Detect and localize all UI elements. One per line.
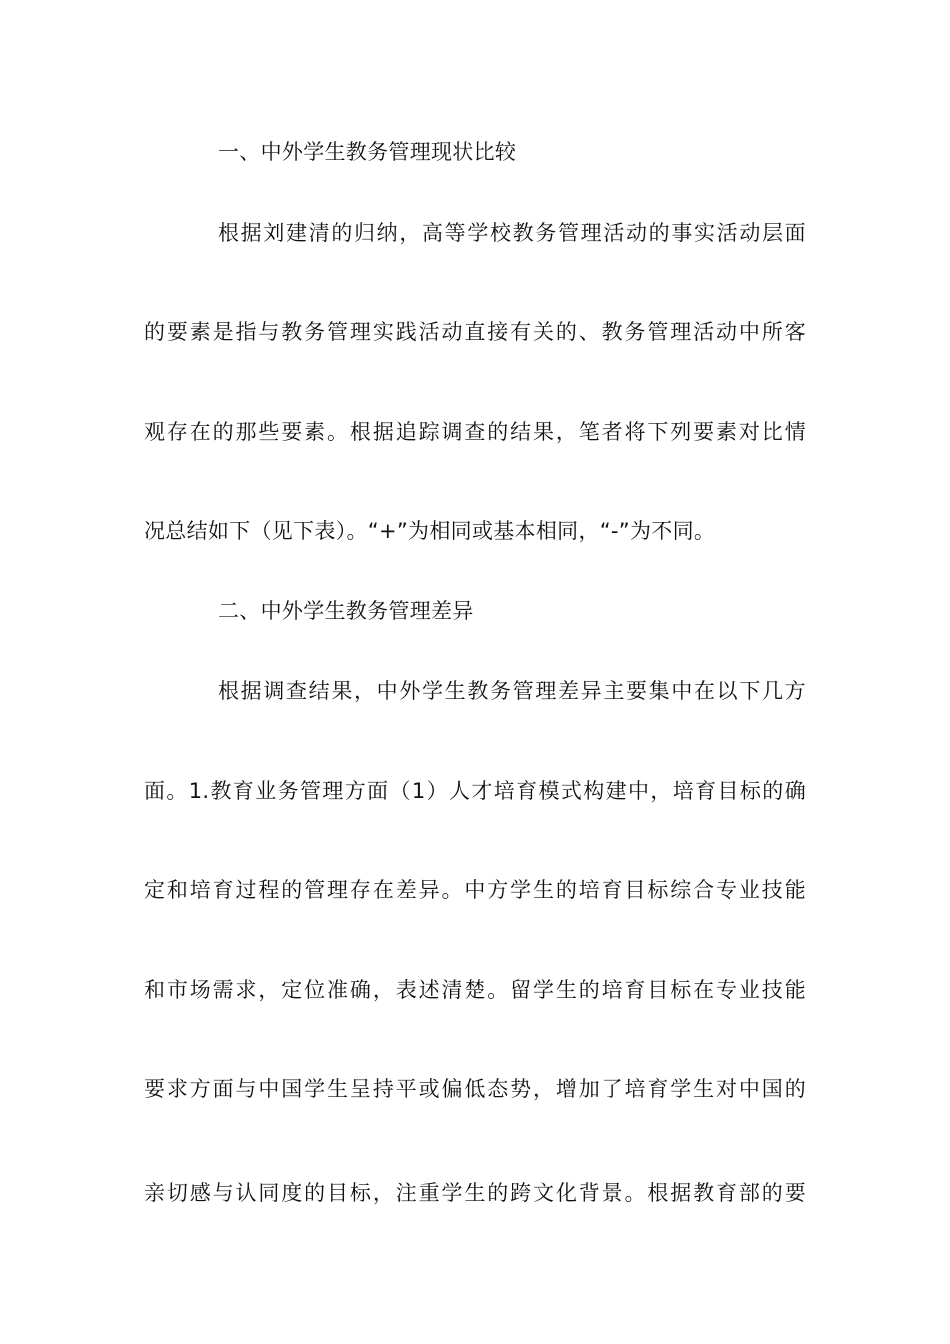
paragraph-line: 观存在的那些要素。根据追踪调查的结果，笔者将下列要素对比情 (144, 420, 806, 444)
paragraph-line: 根据调查结果，中外学生教务管理差异主要集中在以下几方 (218, 679, 806, 703)
paragraph-line: 和市场需求，定位准确，表述清楚。留学生的培育目标在专业技能 (144, 978, 806, 1002)
paragraph-line: 定和培育过程的管理存在差异。中方学生的培育目标综合专业技能 (144, 878, 806, 902)
paragraph-line: 亲切感与认同度的目标，注重学生的跨文化背景。根据教育部的要 (144, 1181, 806, 1205)
section-heading-2: 二、中外学生教务管理差异 (218, 599, 474, 623)
paragraph-line: 的要素是指与教务管理实践活动直接有关的、教务管理活动中所客 (144, 320, 806, 344)
paragraph-line: 况总结如下（见下表）。“+”为相同或基本相同，“-”为不同。 (144, 519, 716, 543)
paragraph-line: 根据刘建清的归纳，高等学校教务管理活动的事实活动层面 (218, 221, 806, 245)
paragraph-line: 要求方面与中国学生呈持平或偏低态势，增加了培育学生对中国的 (144, 1077, 806, 1101)
paragraph-line: 面。1.教育业务管理方面（1）人才培育模式构建中，培育目标的确 (144, 779, 806, 803)
section-heading-1: 一、中外学生教务管理现状比较 (218, 140, 517, 164)
